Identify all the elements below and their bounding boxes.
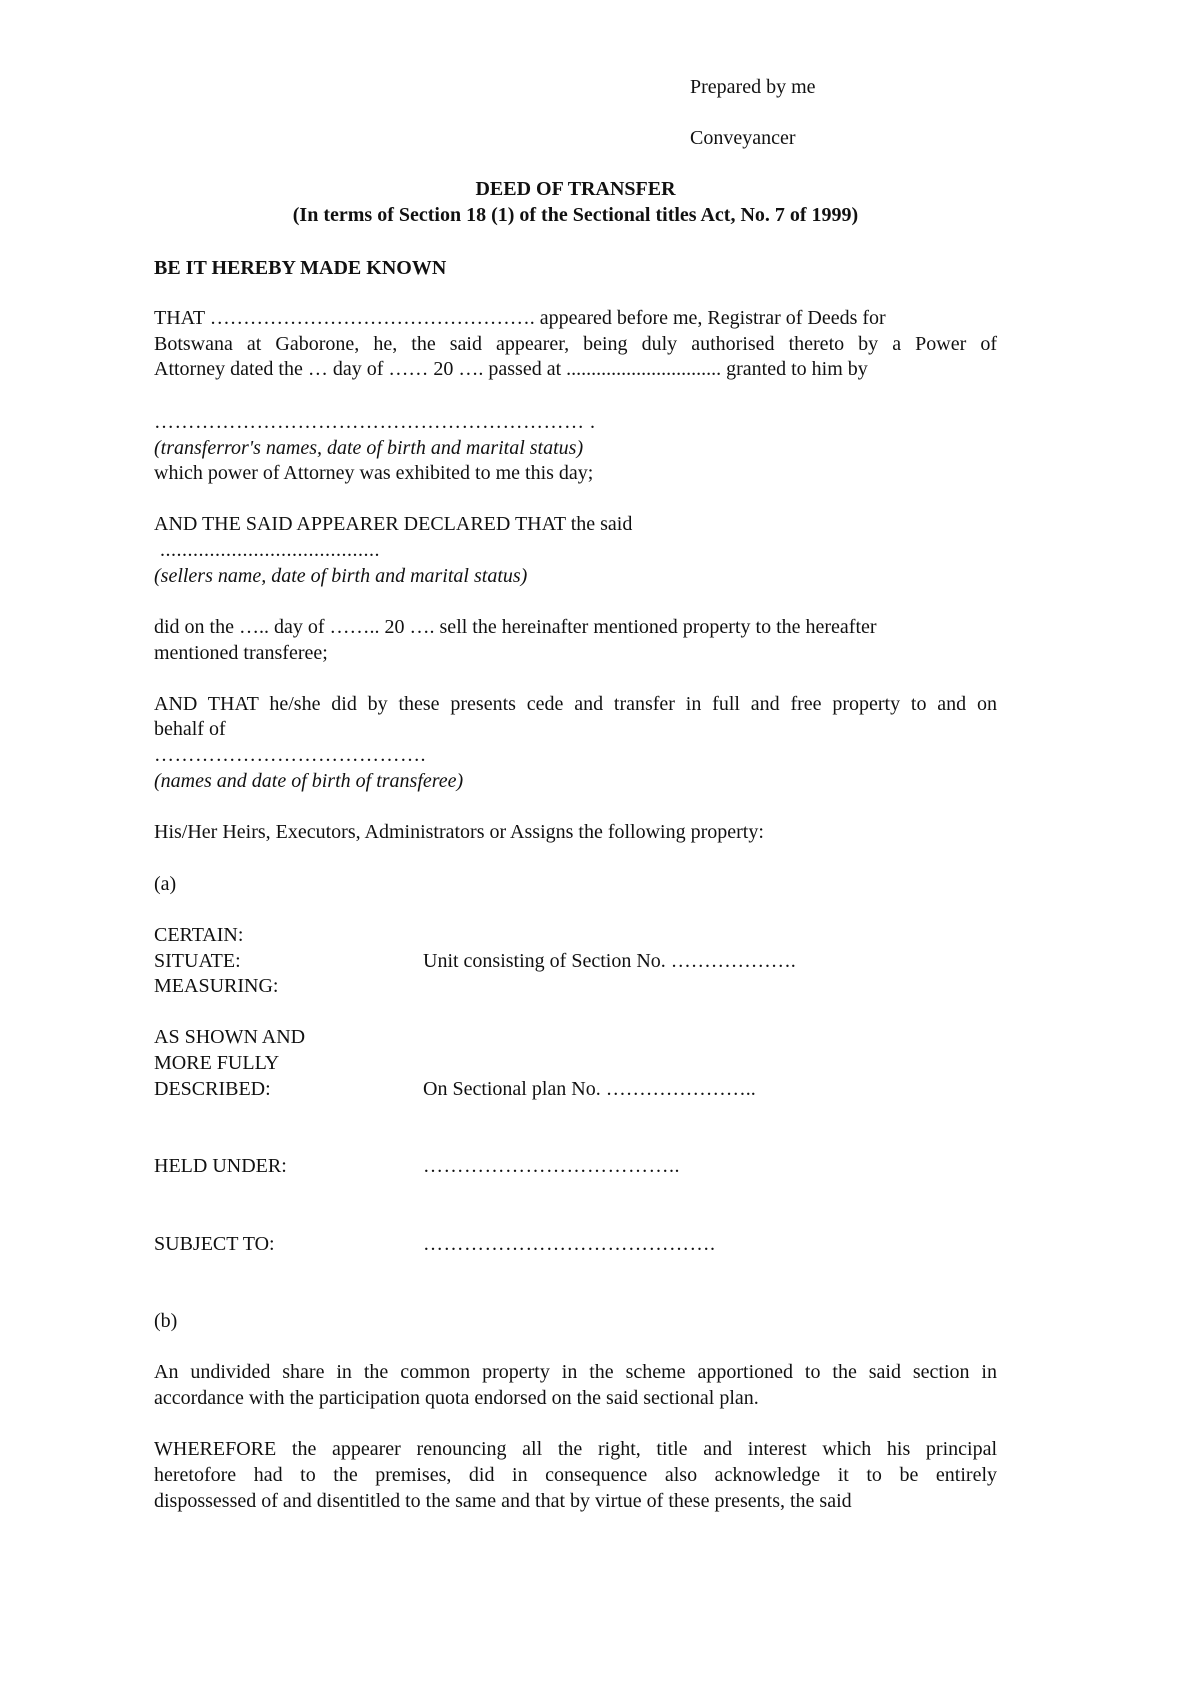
cede-line-1: AND THAT he/she did by these presents cede and transfer in full and free property to and on <box>154 693 997 715</box>
held-under-label: HELD UNDER: <box>154 1155 287 1177</box>
measuring-label: MEASURING: <box>154 975 279 997</box>
undivided-line-2: accordance with the participation quota endorsed on the said sectional plan. <box>154 1387 759 1409</box>
situate-value: Unit consisting of Section No. ………………. <box>423 950 796 972</box>
shown-label-1: AS SHOWN AND <box>154 1026 306 1048</box>
sale-line-2: mentioned transferee; <box>154 642 328 664</box>
document-title: DEED OF TRANSFER <box>475 178 676 200</box>
certain-label: CERTAIN: <box>154 924 244 946</box>
wherefore-line-3: dispossessed of and disentitled to the same and that by virtue of these presents, the said <box>154 1490 852 1512</box>
wherefore-line-2: heretofore had to the premises, did in consequence also acknowledge it to be entirely <box>154 1464 997 1486</box>
declared-line: AND THE SAID APPEARER DECLARED THAT the said <box>154 513 633 535</box>
transferee-note: (names and date of birth of transferee) <box>154 770 464 792</box>
seller-note: (sellers name, date of birth and marital status) <box>154 565 528 587</box>
transferror-blank: ……………………………………………………… . <box>154 411 596 433</box>
that-line-3: Attorney dated the … day of …… 20 …. passed at ............................... granted to him by <box>154 358 868 380</box>
shown-label-2: MORE FULLY <box>154 1052 280 1074</box>
held-under-value: ……………………………….. <box>423 1155 680 1177</box>
described-value: On Sectional plan No. ………………….. <box>423 1078 756 1100</box>
seller-blank: ........................................ <box>160 539 380 561</box>
heirs-line: His/Her Heirs, Executors, Administrators or Assigns the following property: <box>154 821 764 843</box>
document-subtitle: (In terms of Section 18 (1) of the Sectional titles Act, No. 7 of 1999) <box>292 204 859 226</box>
section-a-marker: (a) <box>154 873 177 895</box>
sale-line-1: did on the ….. day of …….. 20 …. sell the hereinafter mentioned property to the hereafter <box>154 616 877 638</box>
be-it-known-heading: BE IT HEREBY MADE KNOWN <box>154 257 447 279</box>
prepared-by-text: Prepared by me <box>690 76 816 98</box>
exhibited-line: which power of Attorney was exhibited to me this day; <box>154 462 594 484</box>
described-label: DESCRIBED: <box>154 1078 271 1100</box>
cede-line-2: behalf of <box>154 718 226 740</box>
that-line-2: Botswana at Gaborone, he, the said appearer, being duly authorised thereto by a Power of <box>154 333 997 355</box>
subject-to-value: ……………………………………. <box>423 1233 716 1255</box>
transferror-note: (transferror's names, date of birth and marital status) <box>154 437 584 459</box>
conveyancer-text: Conveyancer <box>690 127 796 149</box>
undivided-line-1: An undivided share in the common property in the scheme apportioned to the said section in <box>154 1361 997 1383</box>
that-line-1: THAT …………………………………………. appeared before me, Registrar of Deeds for <box>154 307 886 329</box>
section-b-marker: (b) <box>154 1310 178 1332</box>
subject-to-label: SUBJECT TO: <box>154 1233 275 1255</box>
situate-label: SITUATE: <box>154 950 241 972</box>
transferee-blank: …………………………………. <box>154 744 426 766</box>
wherefore-line-1: WHEREFORE the appearer renouncing all the right, title and interest which his principal <box>154 1438 997 1460</box>
